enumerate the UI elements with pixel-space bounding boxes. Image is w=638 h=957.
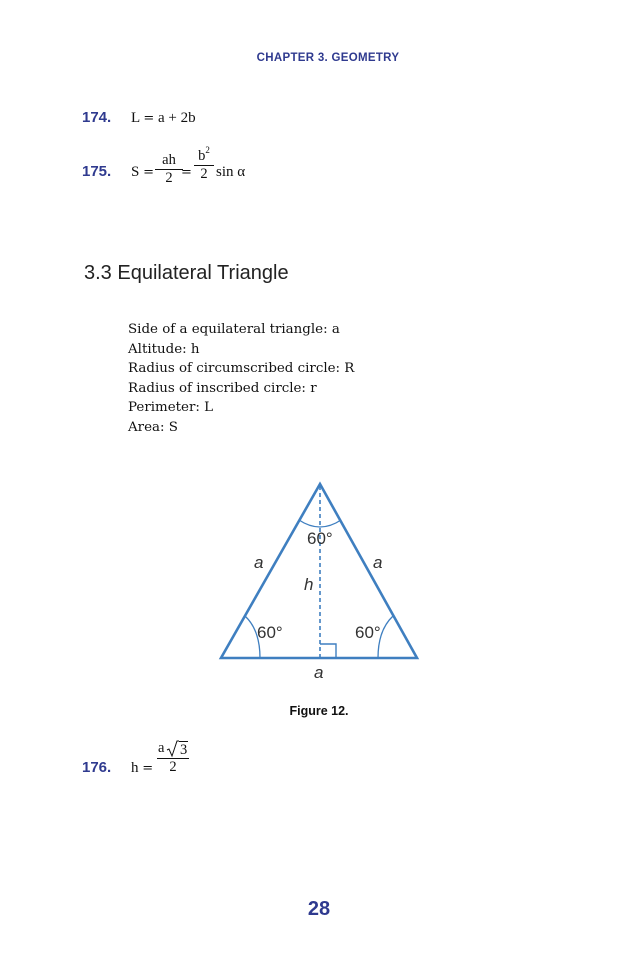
square-root-sign [166, 740, 179, 758]
formula-174 [131, 110, 196, 127]
fraction-2-base: b [198, 148, 206, 164]
numerator-a: a [158, 740, 165, 756]
triangle-outline [221, 484, 417, 658]
definition-item: Altitude: h [128, 341, 200, 357]
figure-caption [0, 704, 638, 718]
formula-176-number: 176. [82, 759, 112, 776]
formula-175-fraction-2 [194, 145, 214, 183]
formula-175-fraction-1 [155, 152, 183, 187]
definitions-list [128, 320, 354, 437]
running-header [0, 52, 638, 64]
fraction-2-numerator [194, 145, 214, 165]
fraction-176-denominator: 2 [169, 759, 177, 775]
top-angle-label: 60° [307, 529, 333, 548]
fraction-176-numerator [157, 740, 189, 758]
chapter-header-text: CHAPTER 3. GEOMETRY [256, 52, 400, 64]
formula-175-number: 175. [82, 163, 112, 180]
definition-item: Side of a equilateral triangle: a [128, 322, 340, 337]
formula-174-equals: = [143, 111, 155, 126]
formula-175-equals-1: = [143, 165, 154, 180]
fraction-1-denominator: 2 [165, 170, 173, 186]
formula-175-tail: sin α [216, 164, 246, 180]
radicand: 3 [180, 742, 188, 758]
formula-174-lhs: L [131, 110, 140, 126]
formula-176-h: h [131, 760, 139, 776]
definition-item: Area: S [128, 419, 178, 435]
right-angle-marker [320, 644, 336, 658]
figure-caption-text: Figure 12. [289, 704, 349, 718]
formula-175-eq2 [181, 164, 192, 181]
formula-176-equals: = [142, 761, 154, 776]
right-side-label: a [373, 553, 383, 572]
formula-175-s: S [131, 164, 140, 180]
base-label: a [314, 663, 324, 682]
formula-176-fraction [157, 740, 189, 776]
fraction-1-numerator: ah [162, 152, 176, 168]
left-angle-label: 60° [257, 623, 283, 642]
fraction-2-exponent: 2 [205, 145, 210, 155]
right-angle-label: 60° [355, 623, 381, 642]
height-label: h [304, 575, 314, 594]
formula-174-number: 174. [82, 109, 112, 126]
definition-item: Radius of inscribed circle: r [128, 380, 317, 396]
page-number: 28 [307, 898, 331, 920]
equilateral-triangle-figure [206, 478, 436, 684]
definition-item: Perimeter: L [128, 400, 214, 415]
formula-176-lhs [131, 760, 153, 777]
section-title: 3.3 Equilateral Triangle [84, 262, 289, 284]
left-side-label: a [254, 553, 264, 572]
definition-item: Radius of circumscribed circle: R [128, 361, 355, 376]
formula-175-equals-2: = [181, 165, 192, 180]
formula-174-rhs: a + 2b [158, 110, 196, 126]
formula-175-lhs [131, 164, 154, 181]
fraction-2-denominator: 2 [200, 166, 208, 182]
